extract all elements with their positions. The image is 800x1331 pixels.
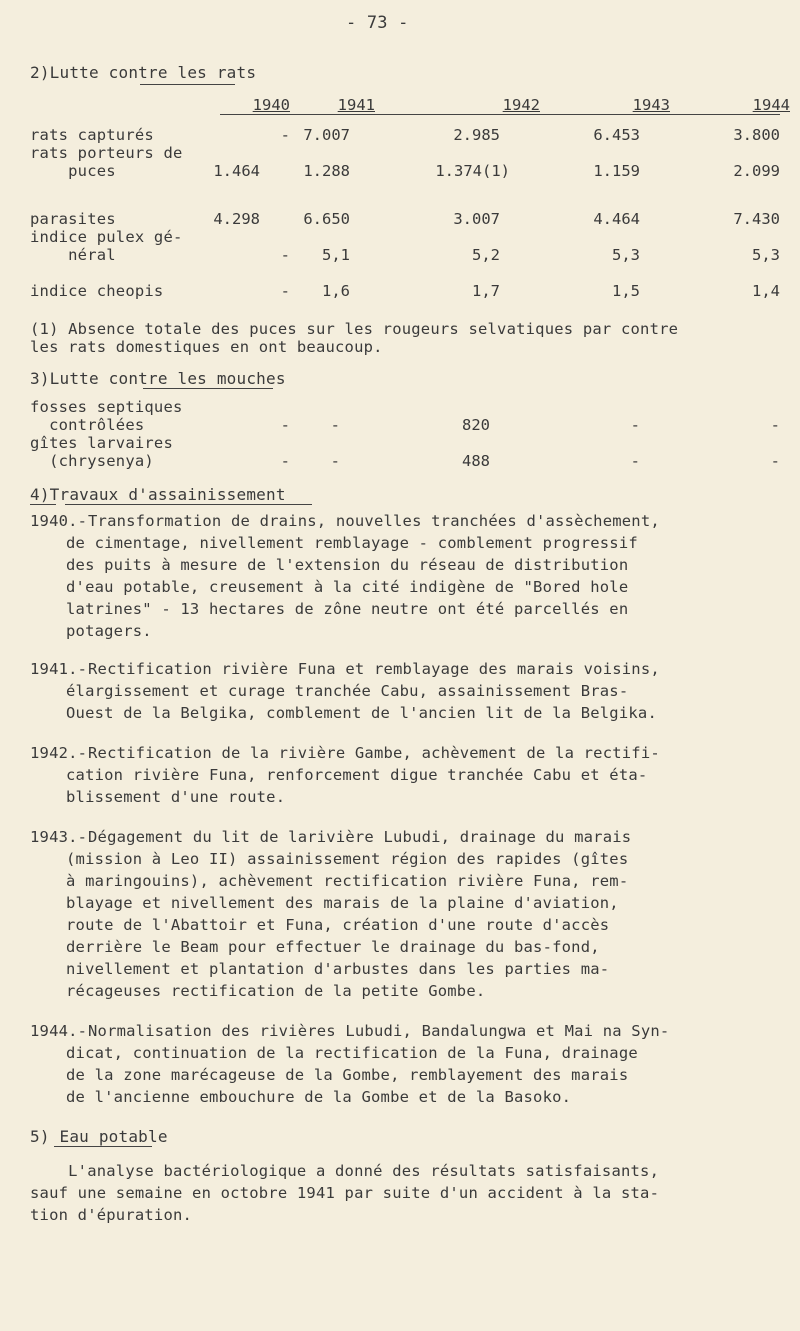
table-cell: 3.800 — [733, 126, 780, 144]
paragraph-year: 1942.- — [30, 744, 88, 762]
year-header: 1943 — [632, 96, 670, 114]
paragraph-line: dicat, continuation de la rectification de la Funa, drainage — [66, 1044, 638, 1062]
paragraph-line: récageuses rectification de la petite Gombe. — [66, 982, 486, 1000]
year-header: 1944 — [752, 96, 790, 114]
paragraph-line: d'eau potable, creusement à la cité indigène de "Bored hole — [66, 578, 629, 596]
paragraph-line: derrière le Beam pour effectuer le drainage du bas-fond, — [66, 938, 600, 956]
paragraph-year: 1941.- — [30, 660, 88, 678]
table-cell: 5,3 — [612, 246, 640, 264]
row-label: gîtes larvaires — [30, 434, 173, 452]
paragraph-line: à maringouins), achèvement rectification rivière Funa, rem- — [66, 872, 629, 890]
table-cell: 1,6 — [322, 282, 350, 300]
section-title-mouches: 3)Lutte contre les mouches — [30, 369, 286, 388]
row-label: (chrysenya) — [30, 452, 154, 470]
paragraph-line: de la zone marécageuse de la Gombe, remblayement des marais — [66, 1066, 629, 1084]
table-cell: - — [630, 452, 640, 470]
paragraph-line: cation rivière Funa, renforcement digue tranchée Cabu et éta- — [66, 766, 648, 784]
table-cell: - — [770, 452, 780, 470]
title-underline — [140, 84, 235, 85]
row-label: indice pulex gé- — [30, 228, 183, 246]
table-cell: - — [330, 416, 340, 434]
row-label: indice cheopis — [30, 282, 164, 300]
table-cell: 1.159 — [593, 162, 640, 180]
section-title-travaux: 4)Travaux d'assainissement — [30, 485, 286, 504]
title-underline — [65, 504, 312, 505]
section-title-rats-text: 2)Lutte contre les rats — [30, 63, 257, 82]
paragraph-year: 1940.- — [30, 512, 88, 530]
paragraph-line: nivellement et plantation d'arbustes dans les parties ma- — [66, 960, 610, 978]
table-cell: - — [280, 416, 290, 434]
table-cell: 820 — [462, 416, 490, 434]
row-label: rats capturés — [30, 126, 154, 144]
table-cell: 2.985 — [453, 126, 500, 144]
paragraph-line: latrines" - 13 hectares de zône neutre ont été parcellés en — [66, 600, 629, 618]
paragraph-line: Rectification rivière Funa et remblayage des marais voisins, — [88, 660, 660, 678]
row-label: contrôlées — [30, 416, 145, 434]
table-cell: 1,4 — [752, 282, 780, 300]
table-cell: 7.430 — [733, 210, 780, 228]
paragraph-line: blayage et nivellement des marais de la plaine d'aviation, — [66, 894, 619, 912]
section-title-eau: 5) Eau potable — [30, 1127, 168, 1146]
year-header: 1941 — [337, 96, 375, 114]
table-cell: - — [280, 282, 290, 300]
paragraph-line: (mission à Leo II) assainissement région des rapides (gîtes — [66, 850, 629, 868]
table-cell: 2.099 — [733, 162, 780, 180]
table-cell: - — [770, 416, 780, 434]
table-cell: 4.298 — [213, 210, 260, 228]
paragraph-line: de cimentage, nivellement remblayage - comblement progressif — [66, 534, 638, 552]
title-underline — [54, 1146, 152, 1147]
paragraph-line: Normalisation des rivières Lubudi, Bandalungwa et Mai na Syn- — [88, 1022, 670, 1040]
table-cell: 1.288 — [303, 162, 350, 180]
table-cell: - — [280, 126, 290, 144]
table-cell: 1,5 — [612, 282, 640, 300]
table-cell: 1.374(1) — [435, 162, 510, 180]
row-label: fosses septiques — [30, 398, 183, 416]
table-cell: 6.453 — [593, 126, 640, 144]
paragraph-year: 1944.- — [30, 1022, 88, 1040]
paragraph-line: élargissement et curage tranchée Cabu, assainissement Bras- — [66, 682, 629, 700]
footnote-line: les rats domestiques en ont beaucoup. — [30, 338, 383, 356]
paragraph-line: Rectification de la rivière Gambe, achèvement de la rectifi- — [88, 744, 660, 762]
year-header: 1942 — [502, 96, 540, 114]
table-cell: 1.464 — [213, 162, 260, 180]
table-cell: - — [280, 246, 290, 264]
paragraph-line: sauf une semaine en octobre 1941 par suite d'un accident à la sta- — [30, 1184, 660, 1202]
table-cell: 488 — [462, 452, 490, 470]
table-cell: - — [330, 452, 340, 470]
table-cell: 4.464 — [593, 210, 640, 228]
paragraph-line: tion d'épuration. — [30, 1206, 193, 1224]
row-label: néral — [30, 246, 116, 264]
table-cell: 5,3 — [752, 246, 780, 264]
table-cell: - — [280, 452, 290, 470]
table-cell: - — [630, 416, 640, 434]
paragraph-line: potagers. — [66, 622, 152, 640]
table-cell: 6.650 — [303, 210, 350, 228]
table-cell: 5,2 — [472, 246, 500, 264]
table-cell: 1,7 — [472, 282, 500, 300]
paragraph-line: de l'ancienne embouchure de la Gombe et de la Basoko. — [66, 1088, 572, 1106]
table-cell: 7.007 — [303, 126, 350, 144]
footnote-line: (1) Absence totale des puces sur les rougeurs selvatiques par contre — [30, 320, 679, 338]
row-label: rats porteurs de — [30, 144, 183, 162]
title-underline — [30, 504, 56, 505]
header-rule — [220, 114, 780, 115]
paragraph-line: Dégagement du lit de larivière Lubudi, drainage du marais — [88, 828, 632, 846]
paragraph-year: 1943.- — [30, 828, 88, 846]
paragraph-line: L'analyse bactériologique a donné des résultats satisfaisants, — [30, 1162, 660, 1180]
paragraph-line: Transformation de drains, nouvelles tranchées d'assèchement, — [88, 512, 660, 530]
row-label: parasites — [30, 210, 116, 228]
row-label: puces — [30, 162, 116, 180]
paragraph-line: des puits à mesure de l'extension du réseau de distribution — [66, 556, 629, 574]
title-underline — [143, 388, 273, 389]
paragraph-line: blissement d'une route. — [66, 788, 286, 806]
table-cell: 3.007 — [453, 210, 500, 228]
paragraph-line: Ouest de la Belgika, comblement de l'ancien lit de la Belgika. — [66, 704, 657, 722]
page-number: - 73 - — [346, 13, 409, 33]
year-header: 1940 — [252, 96, 290, 114]
section-title-rats — [30, 64, 256, 82]
paragraph-line: route de l'Abattoir et Funa, création d'une route d'accès — [66, 916, 610, 934]
table-cell: 5,1 — [322, 246, 350, 264]
